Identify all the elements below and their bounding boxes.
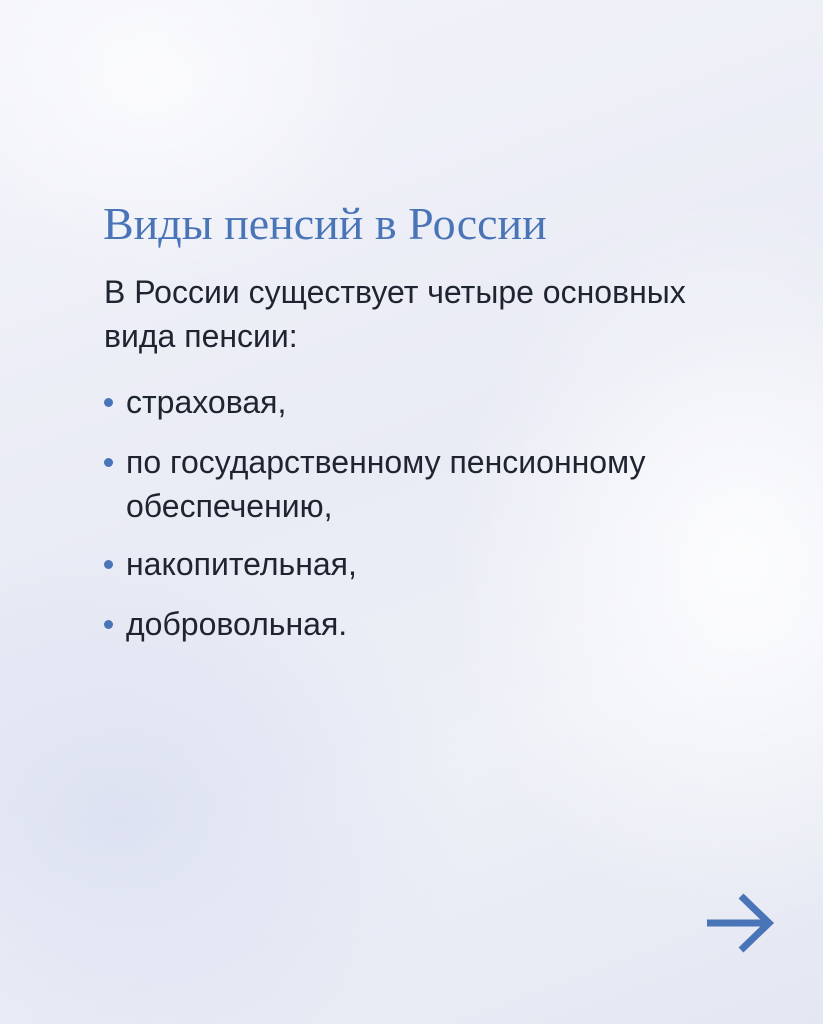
- slide-title: Виды пенсий в России: [103, 198, 547, 249]
- bullet-dot-icon: [104, 458, 113, 467]
- next-slide-button[interactable]: [703, 890, 775, 956]
- intro-text: В России существует четыре основных вида пенсии:: [104, 274, 686, 354]
- list-item: [104, 542, 744, 586]
- list-item-label: накопительная,: [126, 546, 357, 582]
- list-item: [104, 380, 744, 424]
- bullet-dot-icon: [104, 560, 113, 569]
- list-item-label: по государственному пенсионному обеспечению,: [126, 444, 646, 524]
- bullet-dot-icon: [104, 398, 113, 407]
- arrow-right-icon: [703, 890, 775, 956]
- bullet-dot-icon: [104, 620, 113, 629]
- list-item: [104, 440, 744, 528]
- list-item-label: страховая,: [126, 384, 287, 420]
- list-item: [104, 602, 744, 646]
- list-item-label: добровольная.: [126, 606, 348, 642]
- pension-types-list: [104, 380, 744, 662]
